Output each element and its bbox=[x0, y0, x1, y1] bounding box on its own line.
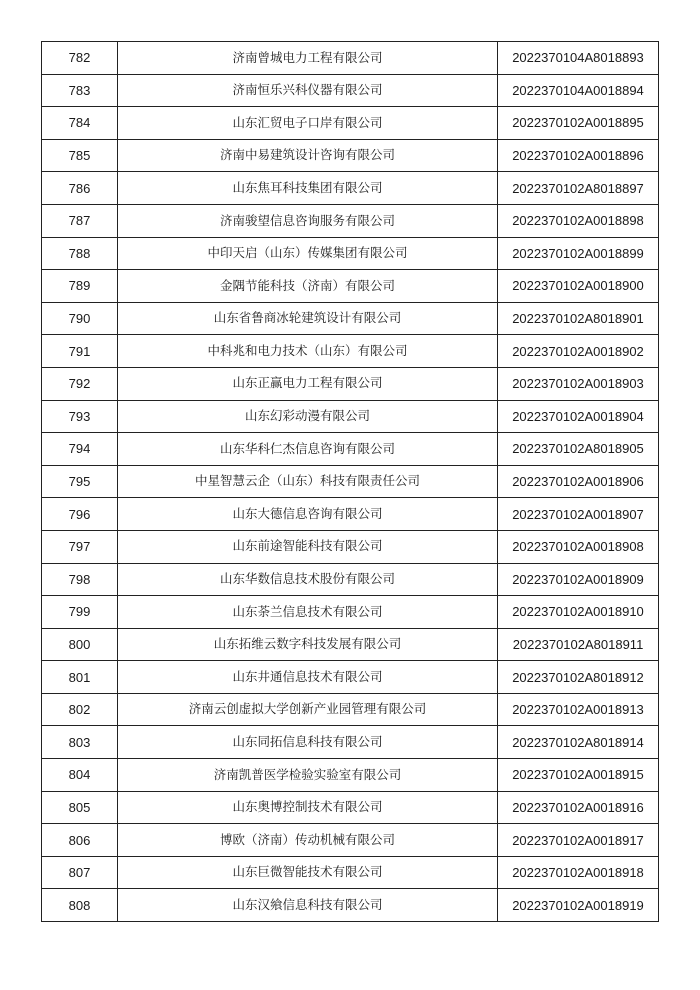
registration-code-cell: 2022370102A8018901 bbox=[498, 302, 659, 335]
row-number-cell: 805 bbox=[42, 791, 118, 824]
registration-code-cell: 2022370102A0018915 bbox=[498, 759, 659, 792]
row-number-cell: 801 bbox=[42, 661, 118, 694]
company-name-cell: 山东幻彩动漫有限公司 bbox=[118, 400, 498, 433]
registration-code-cell: 2022370102A0018904 bbox=[498, 400, 659, 433]
registration-code-cell: 2022370102A0018906 bbox=[498, 465, 659, 498]
table-row bbox=[42, 824, 659, 857]
registration-code-cell: 2022370102A0018916 bbox=[498, 791, 659, 824]
row-number-cell: 796 bbox=[42, 498, 118, 531]
table-row bbox=[42, 661, 659, 694]
row-number-cell: 802 bbox=[42, 693, 118, 726]
company-name-cell: 中科兆和电力技术（山东）有限公司 bbox=[118, 335, 498, 368]
table-row bbox=[42, 889, 659, 922]
company-name-cell: 山东同拓信息科技有限公司 bbox=[118, 726, 498, 759]
table-row bbox=[42, 759, 659, 792]
table-row bbox=[42, 563, 659, 596]
row-number-cell: 793 bbox=[42, 400, 118, 433]
table-row bbox=[42, 726, 659, 759]
company-list-table bbox=[41, 41, 659, 922]
registration-code-cell: 2022370104A8018893 bbox=[498, 42, 659, 75]
registration-code-cell: 2022370104A0018894 bbox=[498, 74, 659, 107]
company-name-cell: 山东荼兰信息技术有限公司 bbox=[118, 596, 498, 629]
registration-code-cell: 2022370102A0018902 bbox=[498, 335, 659, 368]
table-row bbox=[42, 139, 659, 172]
company-name-cell: 博欧（济南）传动机械有限公司 bbox=[118, 824, 498, 857]
registration-code-cell: 2022370102A0018910 bbox=[498, 596, 659, 629]
table-row bbox=[42, 302, 659, 335]
table-row bbox=[42, 856, 659, 889]
table-row bbox=[42, 400, 659, 433]
row-number-cell: 791 bbox=[42, 335, 118, 368]
registration-code-cell: 2022370102A0018913 bbox=[498, 693, 659, 726]
company-name-cell: 山东奥博控制技术有限公司 bbox=[118, 791, 498, 824]
row-number-cell: 797 bbox=[42, 530, 118, 563]
company-name-cell: 中印天启（山东）传媒集团有限公司 bbox=[118, 237, 498, 270]
company-name-cell: 山东正赢电力工程有限公司 bbox=[118, 367, 498, 400]
company-name-cell: 济南凯普医学检验实验室有限公司 bbox=[118, 759, 498, 792]
company-name-cell: 山东大德信息咨询有限公司 bbox=[118, 498, 498, 531]
table-row bbox=[42, 42, 659, 75]
table-row bbox=[42, 791, 659, 824]
row-number-cell: 795 bbox=[42, 465, 118, 498]
row-number-cell: 800 bbox=[42, 628, 118, 661]
row-number-cell: 790 bbox=[42, 302, 118, 335]
registration-code-cell: 2022370102A0018908 bbox=[498, 530, 659, 563]
row-number-cell: 806 bbox=[42, 824, 118, 857]
registration-code-cell: 2022370102A0018919 bbox=[498, 889, 659, 922]
row-number-cell: 784 bbox=[42, 107, 118, 140]
company-name-cell: 山东拓维云数字科技发展有限公司 bbox=[118, 628, 498, 661]
registration-code-cell: 2022370102A8018911 bbox=[498, 628, 659, 661]
table-row bbox=[42, 204, 659, 237]
table-row bbox=[42, 498, 659, 531]
company-name-cell: 山东井通信息技术有限公司 bbox=[118, 661, 498, 694]
registration-code-cell: 2022370102A0018909 bbox=[498, 563, 659, 596]
table-row bbox=[42, 693, 659, 726]
row-number-cell: 794 bbox=[42, 433, 118, 466]
registration-code-cell: 2022370102A8018905 bbox=[498, 433, 659, 466]
registration-code-cell: 2022370102A8018914 bbox=[498, 726, 659, 759]
table-row bbox=[42, 596, 659, 629]
registration-code-cell: 2022370102A0018898 bbox=[498, 204, 659, 237]
row-number-cell: 782 bbox=[42, 42, 118, 75]
registration-code-cell: 2022370102A8018912 bbox=[498, 661, 659, 694]
company-name-cell: 济南中易建筑设计咨询有限公司 bbox=[118, 139, 498, 172]
registration-code-cell: 2022370102A0018918 bbox=[498, 856, 659, 889]
company-name-cell: 山东华数信息技术股份有限公司 bbox=[118, 563, 498, 596]
company-name-cell: 金隅节能科技（济南）有限公司 bbox=[118, 270, 498, 303]
row-number-cell: 808 bbox=[42, 889, 118, 922]
registration-code-cell: 2022370102A0018907 bbox=[498, 498, 659, 531]
registration-code-cell: 2022370102A0018903 bbox=[498, 367, 659, 400]
row-number-cell: 789 bbox=[42, 270, 118, 303]
table-row bbox=[42, 433, 659, 466]
company-name-cell: 山东焦耳科技集团有限公司 bbox=[118, 172, 498, 205]
table-row bbox=[42, 367, 659, 400]
company-name-cell: 山东省鲁商冰轮建筑设计有限公司 bbox=[118, 302, 498, 335]
table-row bbox=[42, 74, 659, 107]
company-name-cell: 山东巨微智能技术有限公司 bbox=[118, 856, 498, 889]
row-number-cell: 792 bbox=[42, 367, 118, 400]
row-number-cell: 803 bbox=[42, 726, 118, 759]
company-name-cell: 山东汇贸电子口岸有限公司 bbox=[118, 107, 498, 140]
registration-code-cell: 2022370102A0018896 bbox=[498, 139, 659, 172]
table-row bbox=[42, 335, 659, 368]
table-row bbox=[42, 172, 659, 205]
registration-code-cell: 2022370102A0018899 bbox=[498, 237, 659, 270]
row-number-cell: 804 bbox=[42, 759, 118, 792]
table-row bbox=[42, 530, 659, 563]
row-number-cell: 787 bbox=[42, 204, 118, 237]
registration-code-cell: 2022370102A0018900 bbox=[498, 270, 659, 303]
registration-code-cell: 2022370102A8018897 bbox=[498, 172, 659, 205]
company-name-cell: 山东华科仁杰信息咨询有限公司 bbox=[118, 433, 498, 466]
row-number-cell: 807 bbox=[42, 856, 118, 889]
row-number-cell: 785 bbox=[42, 139, 118, 172]
row-number-cell: 783 bbox=[42, 74, 118, 107]
company-name-cell: 山东汉飨信息科技有限公司 bbox=[118, 889, 498, 922]
company-name-cell: 中星智慧云企（山东）科技有限责任公司 bbox=[118, 465, 498, 498]
company-name-cell: 济南曾城电力工程有限公司 bbox=[118, 42, 498, 75]
table-row bbox=[42, 465, 659, 498]
registration-code-cell: 2022370102A0018895 bbox=[498, 107, 659, 140]
company-name-cell: 山东前途智能科技有限公司 bbox=[118, 530, 498, 563]
row-number-cell: 788 bbox=[42, 237, 118, 270]
row-number-cell: 799 bbox=[42, 596, 118, 629]
company-name-cell: 济南骏望信息咨询服务有限公司 bbox=[118, 204, 498, 237]
table-body bbox=[42, 42, 659, 922]
company-name-cell: 济南云创虚拟大学创新产业园管理有限公司 bbox=[118, 693, 498, 726]
row-number-cell: 798 bbox=[42, 563, 118, 596]
company-name-cell: 济南恒乐兴科仪器有限公司 bbox=[118, 74, 498, 107]
table-row bbox=[42, 237, 659, 270]
table-row bbox=[42, 628, 659, 661]
table-row bbox=[42, 270, 659, 303]
row-number-cell: 786 bbox=[42, 172, 118, 205]
table-row bbox=[42, 107, 659, 140]
registration-code-cell: 2022370102A0018917 bbox=[498, 824, 659, 857]
